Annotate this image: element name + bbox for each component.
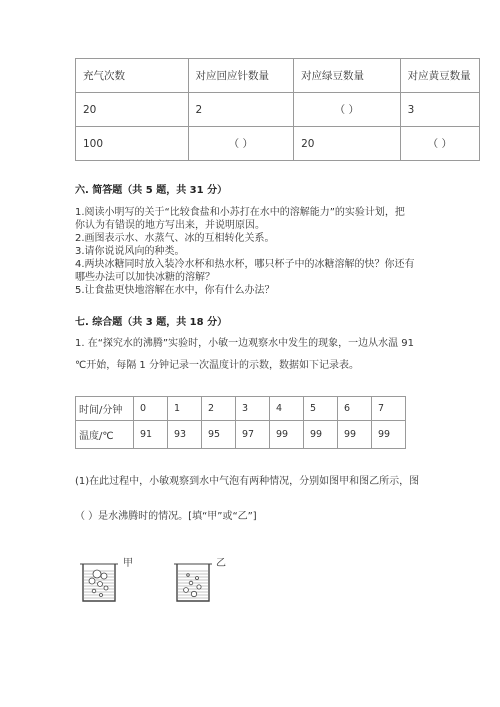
question-line: ℃开始，每隔 1 分钟记录一次温度计的示数，数据如下记录表。 xyxy=(75,360,359,371)
table-row xyxy=(76,397,406,421)
table-cell: 99 xyxy=(304,421,338,449)
table-cell: 6 xyxy=(338,397,372,421)
table-cell: 1 xyxy=(168,397,202,421)
sub-question-line: (1)在此过程中，小敏观察到水中气泡有两种情况，分别如图甲和图乙所示，图 xyxy=(75,476,420,487)
question-line: 1. 在“探究水的沸腾”实验时，小敏一边观察水中发生的现象，一边从水温 91 xyxy=(75,338,414,349)
table-cell: 充气次数 xyxy=(76,59,189,93)
table-cell: 7 xyxy=(372,397,406,421)
question-line: 4.两块冰糖同时放入装冷水杯和热水杯，哪只杯子中的冰糖溶解的快？你还有 xyxy=(75,259,415,270)
section-6-title: 六. 简答题（共 5 题，共 31 分） xyxy=(75,185,228,196)
blank-cell: （ ） xyxy=(294,93,401,127)
row-header: 温度/℃ xyxy=(76,421,134,449)
table-cell: 对应回应针数量 xyxy=(188,59,294,93)
table-cell: 20 xyxy=(294,127,401,161)
question-line: 你认为有错误的地方写出来，并说明原因。 xyxy=(75,220,265,231)
table-cell: 100 xyxy=(76,127,189,161)
table-cell: 99 xyxy=(270,421,304,449)
question-line: 3.请你说说风向的种类。 xyxy=(75,246,185,257)
question-line: 哪些办法可以加快冰糖的溶解？ xyxy=(75,272,215,283)
table-row xyxy=(76,93,480,127)
table-row xyxy=(76,421,406,449)
table-cell: 3 xyxy=(400,93,479,127)
table-header-row xyxy=(76,59,480,93)
table-cell: 97 xyxy=(236,421,270,449)
table-cell: 0 xyxy=(134,397,168,421)
beaker-jia-figure xyxy=(77,560,121,604)
beaker-yi-icon xyxy=(171,560,215,604)
table-cell: 2 xyxy=(188,93,294,127)
table-cell: 99 xyxy=(372,421,406,449)
table-cell: 20 xyxy=(76,93,189,127)
table-cell: 3 xyxy=(236,397,270,421)
table-cell: 91 xyxy=(134,421,168,449)
table-row xyxy=(76,127,480,161)
question-line: 1.阅读小明写的关于“比较食盐和小苏打在水中的溶解能力”的实验计划，把 xyxy=(75,207,405,218)
label-jia: 甲 xyxy=(123,558,133,569)
section-7-title: 七. 综合题（共 3 题，共 18 分） xyxy=(75,317,228,328)
beaker-jia-icon xyxy=(77,560,121,604)
inflation-count-table xyxy=(75,58,480,161)
table-cell: 93 xyxy=(168,421,202,449)
sub-question-line: （ ）是水沸腾时的情况。[填“甲”或“乙”] xyxy=(75,511,257,522)
row-header: 时间/分钟 xyxy=(76,397,134,421)
table-cell: 95 xyxy=(202,421,236,449)
blank-cell: （ ） xyxy=(188,127,294,161)
table-cell: 99 xyxy=(338,421,372,449)
label-yi: 乙 xyxy=(216,558,226,569)
question-line: 5.让食盐更快地溶解在水中，你有什么办法？ xyxy=(75,285,275,296)
table-cell: 对应黄豆数量 xyxy=(400,59,479,93)
table-cell: 对应绿豆数量 xyxy=(294,59,401,93)
table-cell: 5 xyxy=(304,397,338,421)
beaker-yi-figure xyxy=(171,560,215,604)
temperature-record-table xyxy=(75,396,406,449)
table-cell: 2 xyxy=(202,397,236,421)
question-line: 2.画图表示水、水蒸气、冰的互相转化关系。 xyxy=(75,233,275,244)
blank-cell: （ ） xyxy=(400,127,479,161)
table-cell: 4 xyxy=(270,397,304,421)
